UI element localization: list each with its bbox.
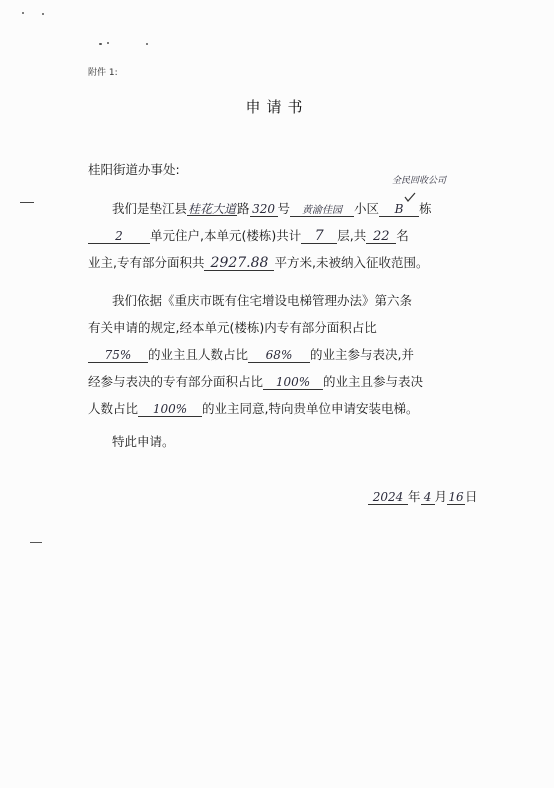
building-field: B xyxy=(379,201,419,217)
body-line-1: 我们是垫江县桂花大道路 320 号 黄渝佳园 小区 B 栋 xyxy=(112,201,432,216)
body-line-8: 人数占比 100% 的业主同意,特向贵单位申请安装电梯。 xyxy=(88,401,419,416)
addressee: 桂阳街道办事处: xyxy=(88,162,180,177)
number-field: 320 xyxy=(250,201,278,217)
day-field: 16 xyxy=(448,490,464,504)
scan-speck xyxy=(22,12,24,14)
attachment-label: 附件 1: xyxy=(88,68,118,78)
scan-speck xyxy=(42,13,44,15)
body-line-4: 我们依据《重庆市既有住宅增设电梯管理办法》第六条 xyxy=(112,293,413,308)
body-line-6: 75% 的业主且人数占比 68% 的业主参与表决,并 xyxy=(88,345,414,363)
scan-speck xyxy=(107,42,109,44)
vote-people-percent-field: 100% xyxy=(138,401,202,417)
body-line-7: 经参与表决的专有部分面积占比 100% 的业主且参与表决 xyxy=(88,374,424,389)
scan-speck xyxy=(99,43,102,45)
margin-mark xyxy=(20,202,34,203)
people-percent-field: 68% xyxy=(248,347,310,363)
margin-mark xyxy=(30,542,42,543)
area-field: 2927.88 xyxy=(204,255,274,271)
signature-date: 2024 年 4 月16日 xyxy=(368,487,478,505)
road-field: 桂花大道 xyxy=(188,202,237,216)
month-field: 4 xyxy=(421,489,435,505)
closing-text: 特此申请。 xyxy=(112,434,175,449)
vote-area-percent-field: 100% xyxy=(263,374,323,390)
year-field: 2024 xyxy=(368,489,408,505)
document-title: 申请书 xyxy=(245,98,309,116)
owners-field: 22 xyxy=(366,228,396,244)
scan-speck xyxy=(146,43,148,45)
community-field: 黄渝佳园 xyxy=(290,201,354,217)
handwritten-correction: 全民回收公司 xyxy=(392,176,447,186)
body-line-2: 2 单元住户,本单元(楼栋)共计 7 层,共 22 名 xyxy=(88,226,409,244)
unit-field: 2 xyxy=(88,228,150,244)
area-percent-field: 75% xyxy=(88,347,148,363)
floors-field: 7 xyxy=(301,228,337,244)
body-line-3: 业主,专有部分面积共 2927.88 平方米,未被纳入征收范围。 xyxy=(88,255,429,271)
body-line-5: 有关申请的规定,经本单元(楼栋)内专有部分面积占比 xyxy=(88,320,377,335)
